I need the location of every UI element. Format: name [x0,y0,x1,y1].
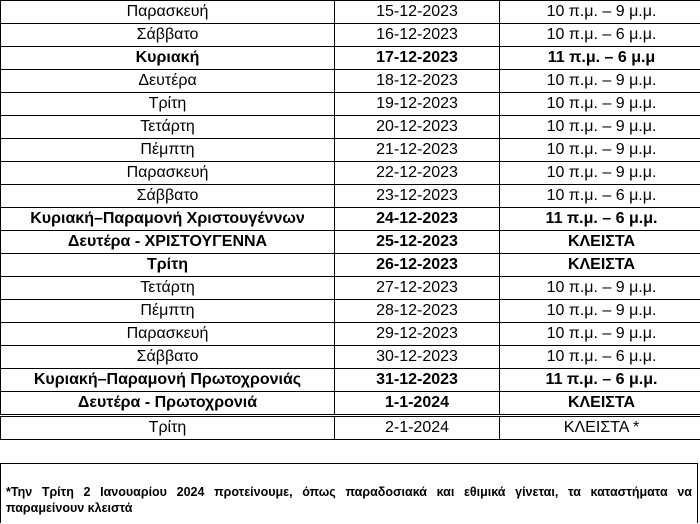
schedule-body [1,1,700,440]
table-row [1,70,700,93]
table-row [1,162,700,185]
day-cell: Δευτέρα - ΧΡΙΣΤΟΥΓΕΝΝΑ [1,231,335,254]
date-cell: 28-12-2023 [335,300,500,323]
table-row [1,139,700,162]
day-cell: Πέμπτη [1,300,335,323]
date-cell: 2-1-2024 [335,416,500,440]
table-row [1,231,700,254]
hours-cell: 11 π.μ. – 6 μ.μ. [500,369,700,392]
date-cell: 25-12-2023 [335,231,500,254]
table-row [1,24,700,47]
hours-cell: 10 π.μ. – 6 μ.μ. [500,346,700,369]
day-cell: Τρίτη [1,254,335,277]
hours-cell: 10 π.μ. – 6 μ.μ. [500,24,700,47]
day-cell: Κυριακή–Παραμονή Πρωτοχρονιάς [1,369,335,392]
table-row [1,277,700,300]
day-cell: Σάββατο [1,346,335,369]
hours-cell: 10 π.μ. – 9 μ.μ. [500,116,700,139]
table-row [1,323,700,346]
table-row [1,346,700,369]
date-cell: 29-12-2023 [335,323,500,346]
hours-cell: 10 π.μ. – 9 μ.μ. [500,323,700,346]
day-cell: Σάββατο [1,185,335,208]
date-cell: 18-12-2023 [335,70,500,93]
date-cell: 17-12-2023 [335,47,500,70]
day-cell: Σάββατο [1,24,335,47]
hours-cell: 10 π.μ. – 6 μ.μ. [500,185,700,208]
table-row [1,93,700,116]
day-cell: Τετάρτη [1,116,335,139]
date-cell: 1-1-2024 [335,392,500,416]
date-cell: 27-12-2023 [335,277,500,300]
day-cell: Τρίτη [1,93,335,116]
hours-cell: 10 π.μ. – 9 μ.μ. [500,277,700,300]
hours-cell: 10 π.μ. – 9 μ.μ. [500,139,700,162]
date-cell: 23-12-2023 [335,185,500,208]
day-cell: Πέμπτη [1,139,335,162]
table-row [1,208,700,231]
date-cell: 19-12-2023 [335,93,500,116]
table-row [1,47,700,70]
date-cell: 16-12-2023 [335,24,500,47]
date-cell: 30-12-2023 [335,346,500,369]
table-row [1,116,700,139]
hours-cell: ΚΛΕΙΣΤΑ [500,231,700,254]
hours-cell: 10 π.μ. – 9 μ.μ. [500,1,700,24]
day-cell: Τρίτη [1,416,335,440]
table-row [1,369,700,392]
hours-cell: ΚΛΕΙΣΤΑ [500,392,700,416]
day-cell: Δευτέρα - Πρωτοχρονιά [1,392,335,416]
date-cell: 31-12-2023 [335,369,500,392]
table-row [1,392,700,416]
date-cell: 24-12-2023 [335,208,500,231]
table-row [1,254,700,277]
table-row [1,300,700,323]
footnote-box [0,463,698,523]
table-row [1,416,700,440]
hours-cell: 10 π.μ. – 9 μ.μ. [500,70,700,93]
hours-cell: 11 π.μ. – 6 μ.μ. [500,208,700,231]
hours-cell: ΚΛΕΙΣΤΑ * [500,416,700,440]
hours-cell: 10 π.μ. – 9 μ.μ. [500,300,700,323]
day-cell: Τετάρτη [1,277,335,300]
table-row [1,185,700,208]
date-cell: 22-12-2023 [335,162,500,185]
day-cell: Παρασκευή [1,323,335,346]
day-cell: Κυριακή [1,47,335,70]
date-cell: 26-12-2023 [335,254,500,277]
hours-cell: 10 π.μ. – 9 μ.μ. [500,162,700,185]
date-cell: 21-12-2023 [335,139,500,162]
day-cell: Παρασκευή [1,1,335,24]
hours-cell: 11 π.μ. – 6 μ.μ [500,47,700,70]
hours-cell: 10 π.μ. – 9 μ.μ. [500,93,700,116]
date-cell: 20-12-2023 [335,116,500,139]
date-cell: 15-12-2023 [335,1,500,24]
day-cell: Παρασκευή [1,162,335,185]
hours-cell: ΚΛΕΙΣΤΑ [500,254,700,277]
day-cell: Δευτέρα [1,70,335,93]
day-cell: Κυριακή–Παραμονή Χριστουγέννων [1,208,335,231]
footnote-text: *Την Τρίτη 2 Ιανουαρίου 2024 προτείνουμε, όπως παραδοσιακά και εθιμικά γίνεται, τα καταστήματα να παραμείνουν κλειστά [6,485,692,515]
table-row [1,1,700,24]
